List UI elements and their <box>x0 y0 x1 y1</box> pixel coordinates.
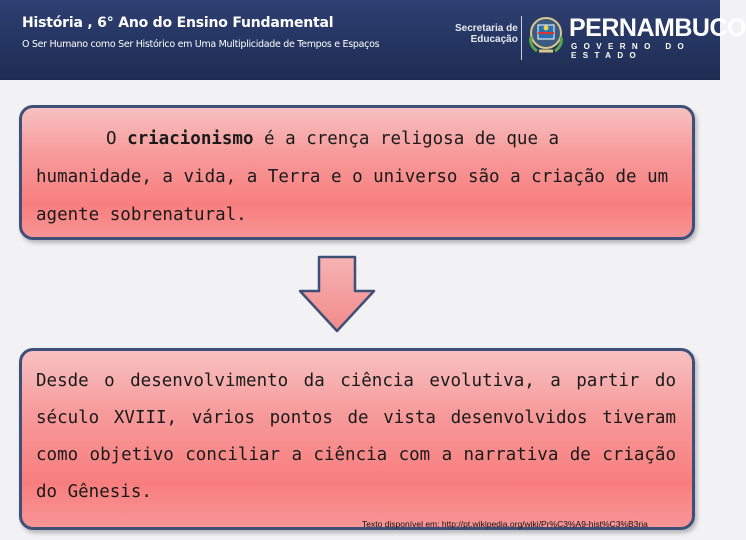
pernambuco-logo: PERNAMBUCO <box>569 14 746 42</box>
definition-prefix: O <box>106 129 128 149</box>
secretaria-label <box>455 23 518 45</box>
creationism-term: criacionismo <box>127 129 254 149</box>
creationism-definition-text <box>36 120 676 234</box>
source-citation: Texto disponível em: http://pt.wikipedia.org/wiki/Pr%C3%A9-hist%C3%B3ria <box>362 519 648 529</box>
definition-body: é a crença religosa de que a humanidade, a vida, a Terra e o universo são a criação de um agente sobrenatural. <box>36 129 669 225</box>
evolution-reconciliation-text: Desde o desenvolvimento da ciência evolutiva, a partir do século XVIII, vários pontos de vista desenvolvidos tiveram como objetivo conciliar a ciência com a narrativa de criação do Gênesis. <box>36 371 676 502</box>
page-subtitle: O Ser Humano como Ser Histórico em Uma Multiplicidade de Tempos e Espaços <box>22 39 380 50</box>
evolution-reconciliation-box <box>19 348 695 530</box>
logo-divider <box>521 16 522 60</box>
creationism-definition-box <box>19 105 695 240</box>
secretaria-line-2: Educação <box>470 34 518 45</box>
header-banner <box>0 0 746 80</box>
page-title: História , 6° Ano do Ensino Fundamental <box>22 15 334 31</box>
down-arrow-icon <box>297 255 377 335</box>
state-crest-icon <box>527 13 565 57</box>
secretaria-line-1: Secretaria de <box>455 23 518 34</box>
governo-label: GOVERNO DO ESTADO <box>571 42 691 60</box>
